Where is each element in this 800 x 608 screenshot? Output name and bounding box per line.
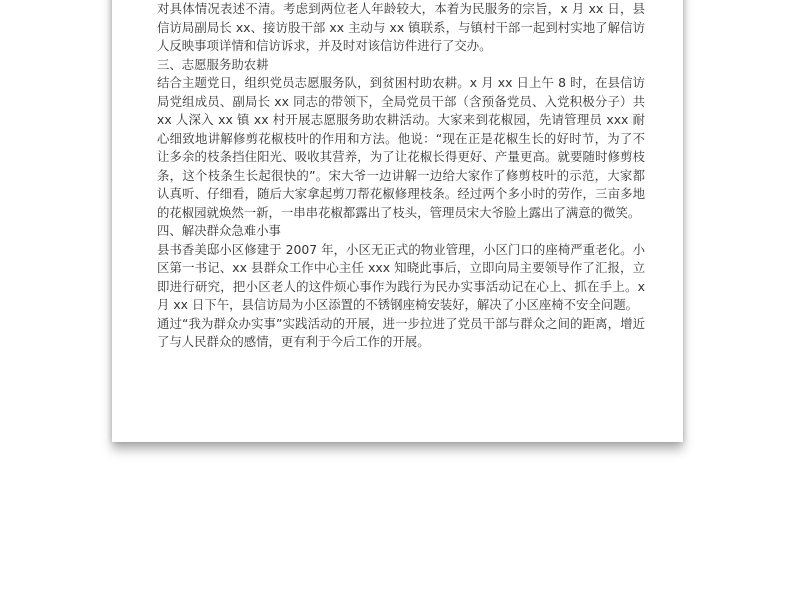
document-body xyxy=(157,0,645,352)
paragraph-conclusion: 通过“我为群众办实事”实践活动的开展，进一步拉进了党员干部与群众之间的距离，增近了与人民群众的感情，更有利于今后工作的开展。 xyxy=(157,315,645,349)
section-heading-volunteer: 三、志愿服务助农耕 xyxy=(157,56,269,72)
paragraph-community-chairs: 县书香美邸小区修建于 2007 年，小区无正式的物业管理，小区门口的座椅严重老化。小区第一书记、xx 县群众工作中心主任 xxx 知晓此事后，立即向局主要领导作了汇报，立即进行研究，把小区老人的这件烦心事作为践行为民办实事活动记在心上、抓在手上。x 月 xx 日下午，县信访局为小区添置的不锈钢座椅安装好，解决了小区座椅不安全问题。 xyxy=(157,241,645,312)
section-heading-urgent-matters: 四、解决群众急难小事 xyxy=(157,223,281,238)
paragraph-intro-continued: 对具体情况表述不清。考虑到两位老人年龄较大，本着为民服务的宗旨，x 月 xx 日，县信访局副局长 xx、接访股干部 xx 主动与 xx 镇联系，与镇村干部一起到村实地了解信访人反映事项详情和信访诉求，并及时对该信访件进行了交办。 xyxy=(157,1,645,53)
paragraph-volunteer: 结合主题党日，组织党员志愿服务队，到贫困村助农耕。x 月 xx 日上午 8 时，在县信访局党组成员、副局长 xx 同志的带领下，全局党员干部（含预备党员、入党积极分子）共 xx 人深入 xx 镇 xx 村开展志愿服务助农耕活动。大家来到花椒园，先请管理员 xxx 耐心细致地讲解修剪花椒枝叶的作用和方法。他说：“现在正是花椒生长的好时节，为了不让多余的枝条挡住阳光、吸收其营养，为了让花椒长得更好、产量更高。就要随时修剪枝条，这个枝条生长起很快的”。宋大爷一边讲解一边给大家作了修剪枝叶的示范，大家都认真听、仔细看，随后大家拿起剪刀帮花椒修理枝条。经过两个多小时的劳作，三亩多地的花椒园就焕然一新，一串串花椒都露出了枝头，管理员宋大爷脸上露出了满意的微笑。 xyxy=(157,75,645,220)
